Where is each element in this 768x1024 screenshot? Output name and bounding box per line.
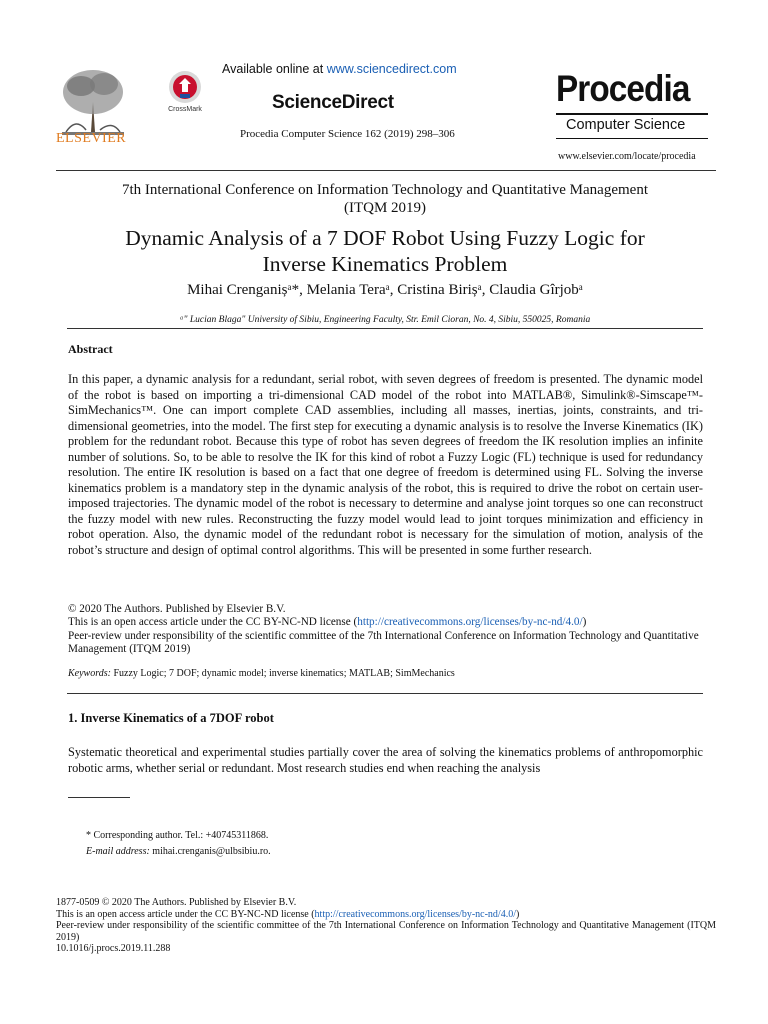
procedia-divider-bottom (556, 138, 708, 139)
procedia-logo-title: Procedia (556, 68, 690, 109)
email-label: E-mail address: (86, 846, 150, 857)
section-body: Systematic theoretical and experimental studies partially cover the area of solving the kinematics problems of anthropomorphic robotic arms, whether serial or redundant. Most research studies end when reaching the analysis (68, 745, 703, 775)
crossmark-label: CrossMark (168, 106, 202, 113)
elsevier-wordmark: ELSEVIER (56, 131, 127, 146)
license-link[interactable]: http://creativecommons.org/licenses/by-nc-nd/4.0/ (357, 616, 583, 629)
available-prefix: Available online at (222, 62, 327, 76)
keywords-label: Keywords: (68, 668, 111, 679)
bottom-license-suffix: ) (515, 908, 520, 920)
conference-name (40, 181, 730, 217)
bottom-license-line (56, 909, 716, 921)
paper-title-line-1: Dynamic Analysis of a 7 DOF Robot Using Fuzzy Logic for (125, 226, 645, 250)
bottom-peer-review: Peer-review under responsibility of the scientific committee of the 7th International Conference on Information Technology and Quantitative Management (ITQM 2019) (56, 920, 716, 943)
sciencedirect-logo: ScienceDirect (272, 92, 394, 113)
abstract-heading: Abstract (68, 342, 113, 356)
elsevier-locate-link[interactable]: www.elsevier.com/locate/procedia (558, 151, 696, 162)
publication-info (56, 897, 716, 955)
affiliation-divider (67, 328, 703, 329)
author-list: Mihai Crenganișᵃ*, Melania Teraᵃ, Cristina Birișᵃ, Claudia Gîrjobᵃ (187, 282, 583, 298)
bottom-license-prefix: This is an open access article under the CC BY-NC-ND license ( (56, 908, 315, 920)
email-footnote (86, 846, 271, 857)
issn-line: 1877-0509 © 2020 The Authors. Published by Elsevier B.V. (56, 897, 297, 908)
sciencedirect-link[interactable]: www.sciencedirect.com (326, 62, 457, 76)
header-divider (56, 170, 716, 171)
available-online-text (222, 62, 472, 76)
paper-title (40, 225, 730, 277)
keywords-list: Fuzzy Logic; 7 DOF; dynamic model; inverse kinematics; MATLAB; SimMechanics (110, 668, 455, 679)
paper-title-line-2: Inverse Kinematics Problem (262, 252, 508, 276)
abstract-body: In this paper, a dynamic analysis for a redundant, serial robot, with seven degrees of freedom is presented. The dynamic model of the robot is based on importing a tri-dimensional CAD model of the robot into MATLAB®, Simulink®-Simscape™-SimMechanics™. One can import complete CAD assemblies, including all masses, inertias, joints, constraints, and tri-dimensional geometries, into the model. The first step for executing a dynamic analysis is to resolve the Inverse Kinematics (IK) problem for the redundant robot. Because this type of robot has seven degrees of freedom the IK resolution implies an infinite number of solutions. So, to be able to resolve the IK for this kind of robot a Fuzzy Logic (FL) technique is used for redundancy resolution. The entire IK resolution is based on a fact that one degree of freedom is determined using FL. Solving the inverse kinematics problem is a mandatory step in the dynamic analysis of the robot, this is required to drive the robot on certain user-imposed trajectories. The dynamic model of the robot is necessary to determine and analyse joint torques so one can reconstruct the fuzzy model with new rules. Reconstructing the fuzzy model would lead to joint torques minimization and efficiency in robot operation. Also, the dynamic model of the redundant robot is necessary for the simulation of motion, analysis of the robot’s structure and design of optimal control algorithms. This will be presented in some further research. (68, 372, 703, 557)
email-address[interactable]: mihai.crenganis@ulbsibiu.ro. (149, 846, 271, 857)
section-heading: 1. Inverse Kinematics of a 7DOF robot (68, 711, 274, 725)
footnote-divider (68, 797, 130, 798)
abstract-divider (67, 693, 703, 694)
peer-review-line: Peer-review under responsibility of the scientific committee of the 7th International Conference on Information Technology and Quantitative Management (ITQM 2019) (68, 629, 699, 655)
procedia-divider (556, 113, 708, 115)
conference-line-1: 7th International Conference on Information Technology and Quantitative Management (121, 182, 648, 198)
license-prefix: This is an open access article under the CC BY-NC-ND license ( (68, 616, 358, 629)
copyright-block (68, 603, 708, 656)
doi[interactable]: 10.1016/j.procs.2019.11.288 (56, 943, 171, 955)
procedia-subtitle: Computer Science (566, 117, 686, 133)
conference-line-2: (ITQM 2019) (343, 200, 427, 216)
license-suffix: ) (582, 616, 587, 629)
crossmark-icon[interactable] (168, 70, 202, 104)
corresponding-author-footnote: * Corresponding author. Tel.: +40745311868. (86, 830, 269, 841)
license-line (68, 616, 708, 629)
keywords (68, 668, 708, 679)
copyright-line: © 2020 The Authors. Published by Elsevier B.V. (68, 603, 286, 615)
bottom-license-link[interactable]: http://creativecommons.org/licenses/by-nc-nd/4.0/ (314, 908, 516, 920)
affiliation: ᵃ" Lucian Blaga" University of Sibiu, Engineering Faculty, Str. Emil Cioran, No. 4, Sibiu, 550025, Romania (179, 315, 591, 325)
journal-reference: Procedia Computer Science 162 (2019) 298–306 (240, 128, 455, 140)
